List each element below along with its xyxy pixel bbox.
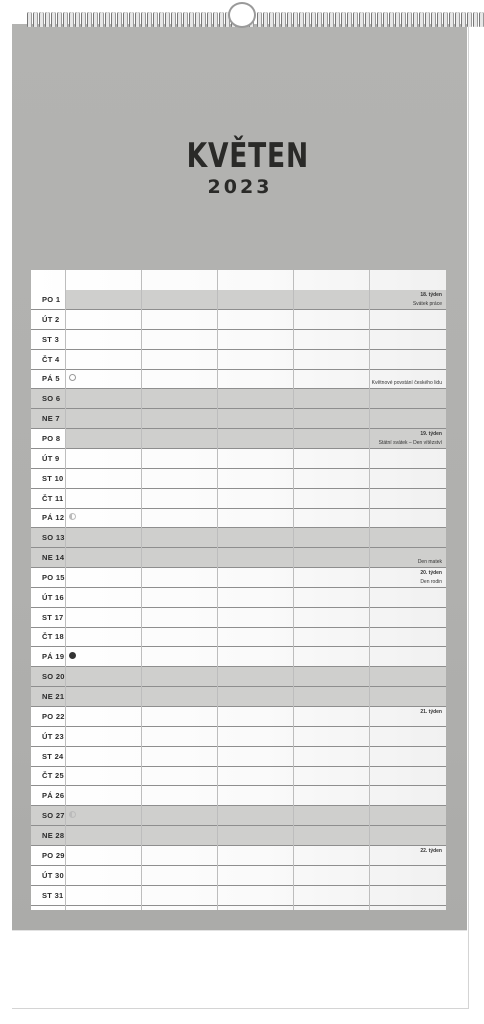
spiral-coil — [323, 12, 328, 27]
day-row[interactable] — [31, 667, 446, 687]
day-row[interactable] — [31, 429, 446, 449]
spiral-coil — [299, 12, 304, 27]
moon-phase-icon — [69, 652, 76, 659]
day-label: ST 31 — [42, 890, 64, 900]
spiral-coil — [141, 12, 146, 27]
spiral-coil — [69, 12, 74, 27]
spiral-coil — [455, 12, 460, 27]
day-row[interactable] — [31, 786, 446, 806]
spiral-coil — [147, 12, 152, 27]
day-label: ÚT 30 — [42, 870, 64, 880]
day-label: PO 1 — [42, 295, 61, 304]
spiral-coil — [479, 12, 484, 27]
day-label: PO 29 — [42, 850, 65, 860]
day-row[interactable] — [31, 469, 446, 489]
spiral-coil — [81, 12, 86, 27]
day-row[interactable] — [31, 747, 446, 767]
spiral-coil — [293, 12, 298, 27]
day-row[interactable] — [31, 409, 446, 429]
spiral-coil — [359, 12, 364, 27]
spiral-coil — [419, 12, 424, 27]
spiral-coil — [431, 12, 436, 27]
day-row[interactable] — [31, 627, 446, 647]
spiral-coil — [467, 12, 472, 27]
spiral-coil — [437, 12, 442, 27]
day-row[interactable] — [31, 806, 446, 826]
moon-phase-icon — [69, 513, 76, 520]
spiral-coil — [413, 12, 418, 27]
spiral-binding-left — [27, 12, 254, 30]
day-row[interactable] — [31, 369, 446, 389]
day-row[interactable] — [31, 330, 446, 350]
day-row[interactable] — [31, 766, 446, 786]
hanger-ring — [228, 2, 256, 28]
spiral-coil — [93, 12, 98, 27]
spiral-coil — [63, 12, 68, 27]
day-label: ST 17 — [42, 612, 64, 622]
month-title: KVĚTEN — [186, 136, 309, 176]
day-row[interactable] — [31, 826, 446, 846]
spiral-coil — [183, 12, 188, 27]
spiral-coil — [383, 12, 388, 27]
spiral-coil — [281, 12, 286, 27]
day-label: ČT 11 — [42, 493, 64, 503]
day-label: ST 3 — [42, 334, 60, 344]
row-shade — [65, 290, 446, 309]
spiral-coil — [135, 12, 140, 27]
spiral-coil — [365, 12, 370, 27]
row-shade — [31, 389, 446, 408]
day-label: ČT 18 — [42, 632, 64, 642]
spiral-coil — [287, 12, 292, 27]
day-label: ÚT 2 — [42, 314, 60, 324]
day-label: PO 8 — [42, 433, 61, 443]
week-number: 20. týden — [420, 569, 442, 576]
spiral-coil — [87, 12, 92, 27]
day-label: NE 21 — [42, 692, 65, 701]
day-row[interactable] — [31, 449, 446, 469]
column-divider — [293, 270, 294, 910]
spiral-coil — [335, 12, 340, 27]
spiral-coil — [213, 12, 218, 27]
week-number: 22. týden — [420, 847, 442, 854]
day-label: ÚT 9 — [42, 453, 60, 463]
spiral-coil — [165, 12, 170, 27]
day-row[interactable] — [31, 489, 446, 509]
row-shade — [31, 687, 446, 706]
day-row[interactable] — [31, 310, 446, 330]
holiday-note: Den matek — [417, 559, 442, 566]
spiral-coil — [377, 12, 382, 27]
spiral-coil — [123, 12, 128, 27]
day-label: PÁ 5 — [42, 374, 60, 384]
day-row[interactable] — [31, 528, 446, 548]
spiral-coil — [45, 12, 50, 27]
day-row[interactable] — [31, 707, 446, 727]
calendar-bottom-strip — [12, 930, 467, 1008]
day-row[interactable] — [31, 687, 446, 707]
spiral-coil — [407, 12, 412, 27]
spiral-coil — [371, 12, 376, 27]
row-shade — [31, 806, 446, 825]
spiral-coil — [111, 12, 116, 27]
day-label: SO 27 — [42, 811, 65, 821]
column-divider — [217, 270, 218, 910]
spiral-coil — [317, 12, 322, 27]
spiral-coil — [39, 12, 44, 27]
spiral-binding-right — [257, 12, 484, 30]
day-row[interactable] — [31, 608, 446, 628]
spiral-coil — [207, 12, 212, 27]
spiral-coil — [189, 12, 194, 27]
day-label: PÁ 19 — [42, 652, 65, 662]
spiral-coil — [129, 12, 134, 27]
day-label: NE 7 — [42, 414, 60, 424]
day-label: ST 24 — [42, 751, 64, 761]
spiral-coil — [117, 12, 122, 27]
spiral-coil — [461, 12, 466, 27]
day-label: ČT 25 — [42, 771, 64, 781]
spiral-coil — [27, 12, 32, 27]
spiral-coil — [473, 12, 478, 27]
day-row[interactable] — [31, 866, 446, 886]
row-shade — [31, 548, 446, 567]
spiral-coil — [219, 12, 224, 27]
spiral-coil — [347, 12, 352, 27]
day-label: ÚT 16 — [42, 592, 64, 602]
spiral-coil — [99, 12, 104, 27]
spiral-coil — [341, 12, 346, 27]
spiral-coil — [51, 12, 56, 27]
week-number: 21. týden — [420, 708, 442, 715]
day-label: NE 28 — [42, 830, 65, 840]
week-number: 19. týden — [420, 430, 442, 437]
day-label: SO 6 — [42, 394, 61, 404]
week-number: 18. týden — [420, 292, 442, 298]
spiral-coil — [425, 12, 430, 27]
holiday-note: Květnové povstání českého lidu — [371, 380, 442, 387]
day-row[interactable] — [31, 588, 446, 608]
day-row[interactable] — [31, 727, 446, 747]
day-row[interactable] — [31, 647, 446, 667]
moon-phase-icon — [69, 374, 76, 381]
spiral-coil — [269, 12, 274, 27]
spiral-coil — [171, 12, 176, 27]
day-row[interactable] — [31, 886, 446, 906]
row-shade — [31, 667, 446, 686]
day-label: PÁ 12 — [42, 513, 65, 523]
spiral-coil — [105, 12, 110, 27]
spiral-coil — [159, 12, 164, 27]
spiral-coil — [329, 12, 334, 27]
column-divider — [141, 270, 142, 910]
spiral-coil — [443, 12, 448, 27]
day-label: PO 22 — [42, 711, 65, 721]
spiral-coil — [449, 12, 454, 27]
spiral-coil — [33, 12, 38, 27]
day-label: NE 14 — [42, 553, 65, 563]
spiral-coil — [395, 12, 400, 27]
row-shade — [31, 528, 446, 547]
spiral-coil — [275, 12, 280, 27]
holiday-note: Den rodin — [420, 578, 442, 585]
day-row[interactable] — [31, 350, 446, 370]
day-label: ST 10 — [42, 473, 64, 483]
spiral-coil — [401, 12, 406, 27]
spiral-coil — [57, 12, 62, 27]
spiral-coil — [311, 12, 316, 27]
day-label: ČT 4 — [42, 354, 60, 364]
spiral-coil — [195, 12, 200, 27]
spiral-coil — [75, 12, 80, 27]
day-label: PO 15 — [42, 572, 65, 582]
day-row[interactable] — [31, 548, 446, 568]
day-label: PÁ 26 — [42, 791, 65, 801]
day-label: ÚT 23 — [42, 731, 64, 741]
column-divider — [369, 270, 370, 910]
day-row[interactable] — [31, 568, 446, 588]
spiral-coil — [153, 12, 158, 27]
row-shade — [31, 409, 446, 428]
day-row[interactable] — [31, 389, 446, 409]
spiral-coil — [305, 12, 310, 27]
row-shade — [31, 826, 446, 845]
spiral-coil — [353, 12, 358, 27]
spiral-coil — [201, 12, 206, 27]
spiral-coil — [177, 12, 182, 27]
spiral-coil — [263, 12, 268, 27]
column-divider — [65, 270, 66, 910]
day-label: SO 13 — [42, 533, 65, 543]
spiral-coil — [257, 12, 262, 27]
day-row[interactable] — [31, 290, 446, 310]
day-label: SO 20 — [42, 672, 65, 682]
year-label: 2023 — [207, 176, 273, 198]
spiral-coil — [389, 12, 394, 27]
day-row[interactable] — [31, 508, 446, 528]
holiday-note: Státní svátek – Den vítězství — [378, 439, 442, 446]
day-row[interactable] — [31, 846, 446, 866]
holiday-note: Svátek práce — [412, 301, 442, 307]
